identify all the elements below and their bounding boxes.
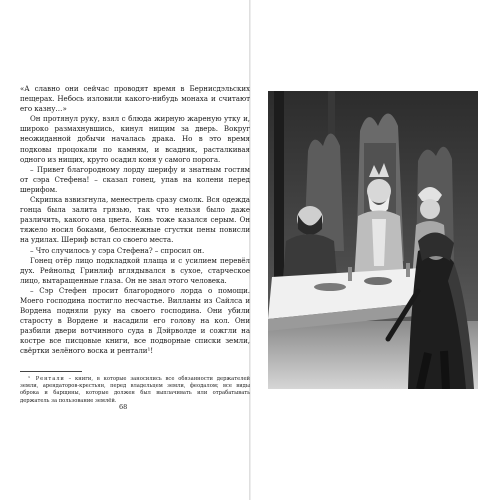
footnote-term: ¹ Рентали — [28, 375, 65, 382]
paragraph: «А славно они сейчас проводят время в Бернисдэльских пещерах. Небось изловили какого-нибудь монаха и считают его казну…» — [20, 84, 250, 114]
illustration — [268, 91, 478, 389]
footnote-definition: – книги, в которые заносились все обязанности держателей земли, арендаторов-крестьян, перед владельцем земли, феодалом; все виды оброка и барщины, которые должен был выплачивать или отрабатывать держатель за пользование землёй. — [20, 375, 251, 404]
page-number: 68 — [119, 403, 128, 411]
paragraph: – Сэр Стефен просит благородного лорда о помощи. Моего господина постигло несчастье. Вилланы из Сайлса и Вордена подняли руку на своего господина. Они убили старосту в Вордене и насадили его голову на кол. Они разбили двери вотчинного суда в Дэйрволде и сожгли на костре все писцовые книги, все подворные списки земли, свёртки зелёного воска и рентали¹! — [20, 285, 250, 356]
paragraph: – Что случилось у сэра Стефена? – спросил он. — [30, 245, 205, 255]
footnote-divider — [20, 371, 82, 372]
footnote-text — [20, 376, 250, 406]
footnote — [20, 376, 250, 406]
paragraph: – Привет благородному лорду шерифу и знатным гостям от сэра Стефена! – сказал гонец, упав на колени перед шерифом. — [20, 164, 250, 194]
left-page — [20, 84, 250, 405]
body-text — [20, 84, 250, 357]
paragraph: Скрипка взвизгнула, менестрель сразу смолк. Вся одежда гонца была залита грязью, так что нельзя было даже различить, какого она цвета. Конь тоже казался серым. Он тяжело носил боками, белоснежные сгустки пены повисли на удилах. Шериф встал со своего места. — [20, 195, 250, 245]
paragraph: Он протянул руку, взял с блюда жирную жареную утку и, широко размахнувшись, кинул нищим за дверь. Вокруг неожиданной добычи началась драка. Но в это время подковы процокали по камням, и всадник, расталкивая одного из нищих, круто осадил коня у самого порога. — [20, 114, 250, 164]
paragraph: Гонец отёр лицо подкладкой плаща и с усилием перевёл дух. Рейнольд Гринлиф вглядывался в сухое, старческое лицо, вытаращенные глаза. Он не знал этого человека. — [20, 255, 250, 285]
feast-scene-illustration — [268, 91, 478, 389]
